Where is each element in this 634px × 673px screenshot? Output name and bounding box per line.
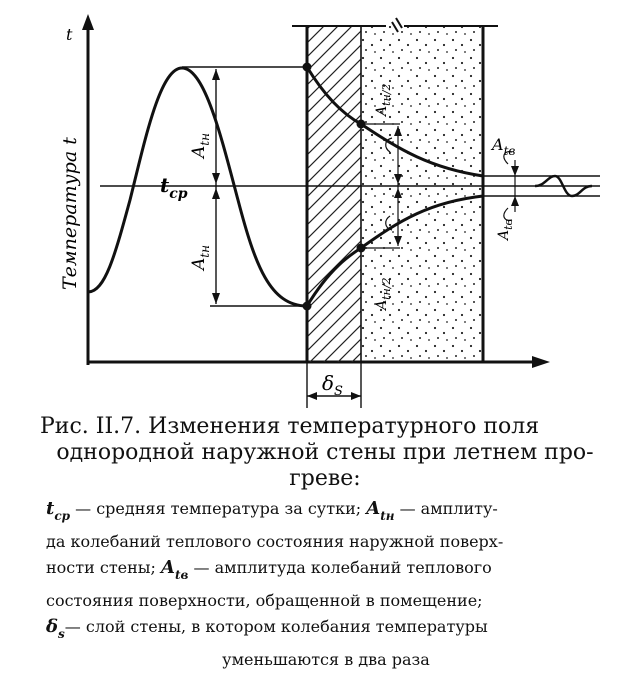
legend-tcp-sub: ср [54, 509, 71, 523]
amp-arrow-bottom [212, 293, 220, 304]
delta-arrow-right [351, 392, 361, 400]
legend-row-1 [46, 496, 606, 529]
caption-title-line1: Рис. II.7. Изменения температурного поля [40, 414, 540, 439]
legend-row-4: состояния поверхности, обращенной в помещение; [46, 591, 483, 610]
half-point-bottom [357, 244, 366, 253]
label-ampB-upper: $A_{tв}$ [492, 135, 516, 158]
half-point-top [357, 120, 366, 129]
legend-atb-symbol: A [161, 557, 175, 578]
axis-top-mark: t [66, 25, 73, 44]
legend-row-3b: — амплитуда колебаний теплового [188, 558, 492, 577]
dotted-layer [361, 26, 483, 362]
legend-atb-sub: tв [175, 568, 189, 582]
amp-arrow-mid-down [212, 188, 220, 199]
amp-arrow-mid-up [212, 173, 220, 184]
legend-row-3 [46, 555, 606, 588]
legend-row-6: уменьшаются в два раза [222, 650, 430, 669]
legend-row-2: да колебаний теплового состояния наружной поверх- [46, 532, 504, 551]
indoor-arrow-top [511, 166, 519, 176]
surface-point-top [303, 63, 312, 72]
legend-delta-symbol: δ [46, 616, 59, 637]
vertical-axis-arrow [82, 14, 94, 30]
label-half-amp-lower: $A_{tн/2}$ [374, 277, 393, 310]
caption-title-line3: греве: [289, 466, 361, 491]
hatched-layer [307, 26, 361, 362]
amp-arrow-top [212, 69, 220, 80]
legend-row-5 [46, 614, 606, 647]
legend-delta-text: — слой стены, в котором колебания температуры [64, 617, 488, 636]
label-half-amp-upper: $A_{tн/2}$ [374, 83, 393, 116]
legend-row-3a: ности стены; [46, 558, 156, 577]
legend-tcp-symbol: t [46, 498, 55, 519]
legend-atn-sub: tн [380, 509, 395, 523]
axis-label: Температура t [59, 137, 81, 290]
indoor-arrow-bottom [511, 196, 519, 206]
legend-tcp-text: — средняя температура за сутки; [75, 499, 362, 518]
label-ampB-lower: $A_{tв}$ [496, 219, 515, 240]
figure-legend [46, 496, 606, 673]
figure-caption-title [40, 414, 610, 492]
caption-title-line2: однородной наружной стены при летнем про- [56, 440, 594, 465]
label-amp-lower: $A_{tн}$ [189, 244, 212, 270]
label-delta: $\delta_S$ [322, 371, 343, 399]
surface-point-bottom [303, 302, 312, 311]
legend-atn-text: — амплиту- [394, 499, 498, 518]
legend-delta-sub: s [58, 627, 65, 641]
delta-arrow-left [307, 392, 317, 400]
label-tcp: $t_{ср}$ [160, 173, 188, 202]
label-amp-upper: $A_{tн}$ [189, 132, 212, 158]
indoor-leader-bottom [504, 208, 512, 220]
horizontal-axis-arrow [532, 356, 550, 368]
legend-atn-symbol: A [366, 498, 381, 519]
